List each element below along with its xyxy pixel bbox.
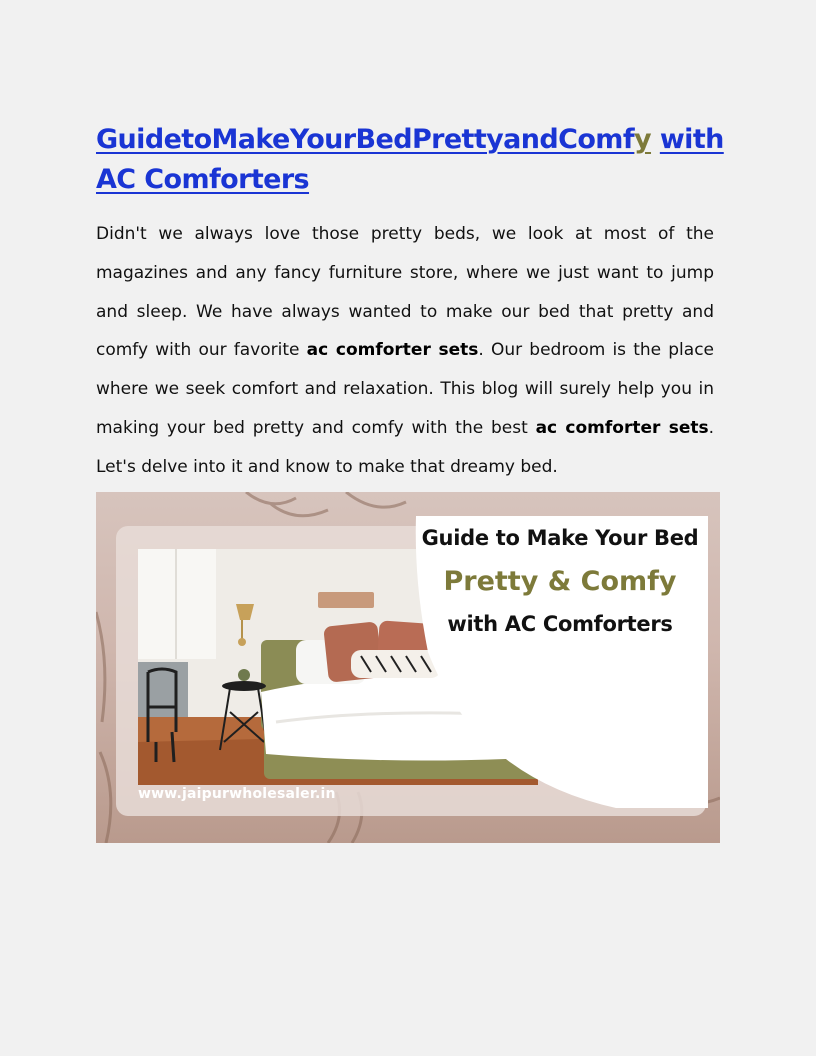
paragraph-bold-2: ac comforter sets: [535, 417, 709, 438]
paragraph-bold-1: ac comforter sets: [306, 340, 479, 361]
title-link-part1[interactable]: GuidetoMakeYourBedPrettyandComf: [96, 124, 634, 155]
paragraph-text-1: Didn't we always love those pretty beds, we look at most of the magazines and any fancy furniture store, where we just want to jump and sleep. We have always wanted to make our bed that pretty and comfy with our favorite: [96, 224, 714, 361]
title-link-part2[interactable]: with: [659, 124, 724, 155]
paragraph-text-3: . Let's delve into it and know to make that dreamy bed.: [96, 417, 714, 477]
paragraph-text-2: . Our bedroom is the place where we seek comfort and relaxation. This blog will surely help you in making your bed pretty and comfy with the best: [96, 340, 714, 438]
banner-headline-line1: Guide to Make Your Bed: [421, 526, 699, 550]
title-link-olive-letter[interactable]: y: [634, 124, 652, 155]
title-link-part3[interactable]: AC Comforters: [96, 164, 310, 195]
intro-paragraph: [96, 215, 714, 487]
banner-headline-line3: with AC Comforters: [447, 612, 673, 636]
banner-headline-line2: Pretty & Comfy: [443, 566, 677, 597]
page-title: [96, 120, 736, 200]
blog-banner-image: [96, 492, 720, 843]
banner-website-url: www.jaipurwholesaler.in: [138, 786, 336, 802]
